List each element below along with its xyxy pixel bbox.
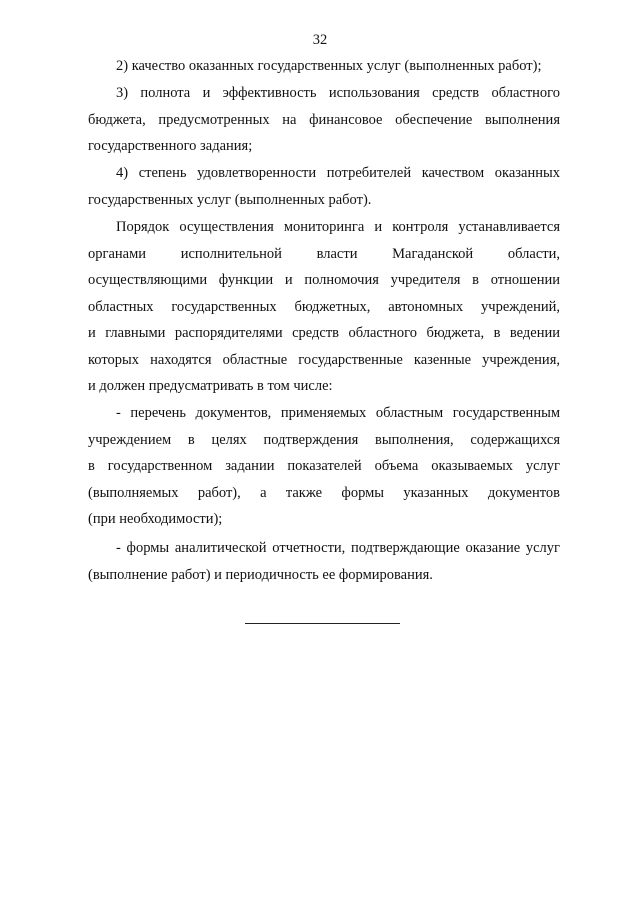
text-line: Порядок осуществления мониторинга и контроля устанавливается: [116, 219, 560, 235]
end-separator-line: [245, 623, 400, 624]
text-line: бюджета, предусмотренных на финансовое обеспечение выполнения: [88, 111, 560, 128]
paragraph-item-3: [88, 80, 560, 160]
paragraph-item-2: [88, 53, 560, 80]
text-line: 2) качество оказанных государственных услуг (выполненных работ);: [116, 58, 542, 74]
text-line: - перечень документов, применяемых областным государственным: [116, 405, 560, 421]
text-line: - формы аналитической отчетности, подтверждающие оказание услуг: [116, 540, 560, 556]
text-line: областных государственных бюджетных, автономных учреждений,: [88, 298, 560, 315]
text-line: и должен предусматривать в том числе:: [88, 378, 333, 394]
text-line: которых находятся областные государственные казенные учреждения,: [88, 351, 560, 368]
text-line: (выполнение работ) и периодичность ее формирования.: [88, 566, 433, 583]
text-line: в государственном задании показателей объема оказываемых услуг: [88, 458, 560, 474]
text-line: и главными распорядителями средств областного бюджета, в ведении: [88, 325, 560, 341]
text-line: осуществляющими функции и полномочия учредителя в отношении: [88, 272, 560, 288]
text-line: 4) степень удовлетворенности потребителей качеством оказанных: [116, 165, 560, 181]
paragraph-document-list: [88, 400, 560, 533]
text-line: (выполняемых работ), а также формы указанных документов: [88, 484, 560, 501]
text-line: государственного задания;: [88, 138, 253, 154]
text-line: органами исполнительной власти Магаданской области,: [88, 245, 560, 262]
paragraph-item-4: [88, 160, 560, 213]
text-line: государственных услуг (выполненных работ).: [88, 191, 372, 208]
paragraph-reporting-forms: [88, 535, 560, 588]
text-line: учреждением в целях подтверждения выполнения, содержащихся: [88, 431, 560, 448]
page-number: 32: [312, 32, 328, 48]
text-line: (при необходимости);: [88, 511, 223, 527]
text-line: 3) полнота и эффективность использования средств областного: [116, 85, 560, 101]
paragraph-monitoring-procedure: [88, 214, 560, 400]
